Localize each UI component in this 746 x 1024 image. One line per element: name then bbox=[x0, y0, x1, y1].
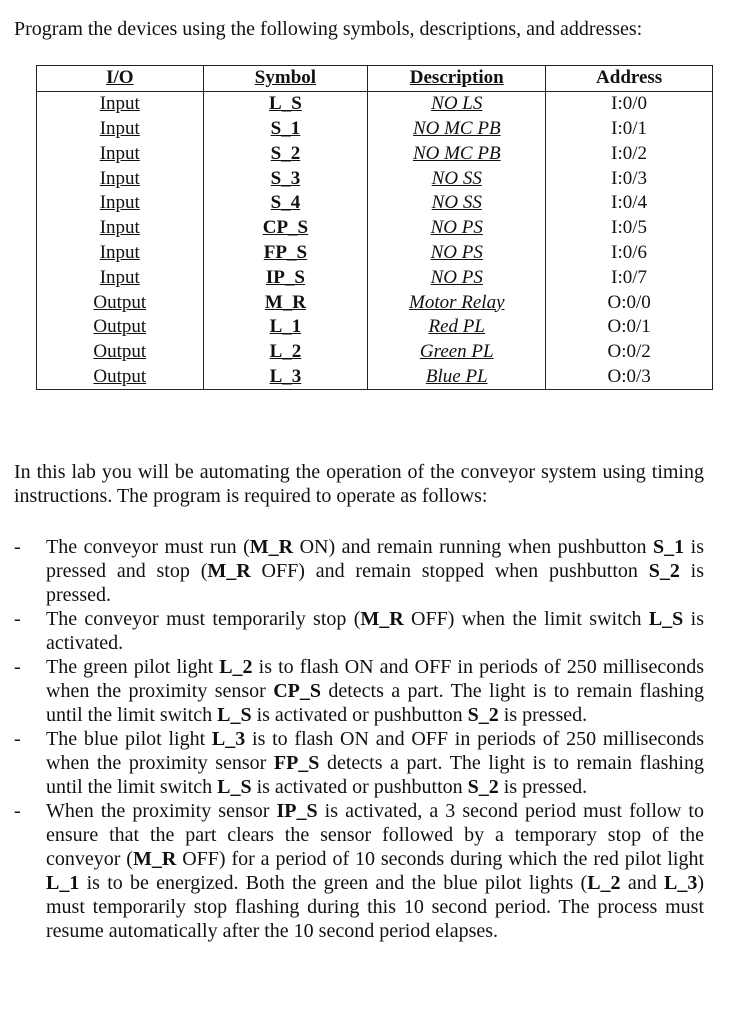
cell-symbol: S_2 bbox=[203, 141, 368, 166]
cell-io: Output bbox=[37, 365, 204, 390]
table-row bbox=[37, 91, 713, 116]
requirement-text: is activated or pushbutton bbox=[251, 704, 468, 726]
requirement-item bbox=[14, 799, 704, 943]
requirement-item bbox=[14, 655, 704, 727]
requirement-text: OFF) when the limit switch bbox=[403, 608, 649, 630]
cell-description: NO PS bbox=[368, 241, 546, 266]
requirement-text: is to flash ON and OFF in periods of 250 milliseconds when the proximity sensor bbox=[46, 656, 704, 702]
cell-address: I:0/5 bbox=[546, 216, 713, 241]
symbol-reference: S_2 bbox=[648, 560, 680, 582]
cell-symbol: S_4 bbox=[203, 191, 368, 216]
cell-symbol: L_S bbox=[203, 91, 368, 116]
cell-description: NO MC PB bbox=[368, 117, 546, 142]
requirement-text: OFF) and remain stopped when pushbutton bbox=[250, 560, 649, 582]
table-row bbox=[37, 191, 713, 216]
requirement-text: is to be energized. Both the green and the blue pilot lights ( bbox=[79, 872, 588, 894]
bullet-dash: - bbox=[14, 800, 21, 822]
table-row bbox=[37, 166, 713, 191]
cell-description: Motor Relay bbox=[368, 290, 546, 315]
symbol-reference: L_2 bbox=[219, 656, 253, 678]
cell-description: NO LS bbox=[368, 91, 546, 116]
cell-address: O:0/1 bbox=[546, 315, 713, 340]
bullet-dash: - bbox=[14, 656, 21, 678]
symbol-reference: S_2 bbox=[467, 704, 499, 726]
table-row bbox=[37, 290, 713, 315]
cell-io: Output bbox=[37, 290, 204, 315]
cell-symbol: CP_S bbox=[203, 216, 368, 241]
table-row bbox=[37, 241, 713, 266]
requirement-text: is activated or pushbutton bbox=[251, 776, 468, 798]
cell-description: NO MC PB bbox=[368, 141, 546, 166]
cell-io: Input bbox=[37, 166, 204, 191]
cell-description: NO SS bbox=[368, 191, 546, 216]
symbol-reference: S_1 bbox=[653, 536, 685, 558]
requirement-item bbox=[14, 535, 704, 607]
cell-io: Input bbox=[37, 241, 204, 266]
table-header-row bbox=[37, 66, 713, 92]
cell-io: Input bbox=[37, 216, 204, 241]
cell-symbol: L_2 bbox=[203, 340, 368, 365]
table-row bbox=[37, 141, 713, 166]
cell-description: NO PS bbox=[368, 216, 546, 241]
cell-io: Input bbox=[37, 141, 204, 166]
requirement-text: is pressed. bbox=[498, 704, 588, 726]
bullet-dash: - bbox=[14, 728, 21, 750]
requirement-text: is pressed and stop ( bbox=[46, 536, 705, 582]
cell-address: I:0/1 bbox=[546, 117, 713, 142]
requirement-text: detects a part. The light is to remain flashing until the limit switch bbox=[46, 680, 704, 726]
table-row bbox=[37, 216, 713, 241]
cell-symbol: M_R bbox=[203, 290, 368, 315]
cell-io: Input bbox=[37, 117, 204, 142]
requirement-text: is activated. bbox=[46, 608, 704, 654]
requirement-text: is activated, a 3 second period must follow to ensure that the part clears the sensor followed by a temporary stop of the conveyor ( bbox=[46, 800, 704, 870]
cell-address: O:0/2 bbox=[546, 340, 713, 365]
cell-io: Output bbox=[37, 315, 204, 340]
symbol-reference: IP_S bbox=[276, 800, 318, 822]
table-row bbox=[37, 117, 713, 142]
cell-address: I:0/3 bbox=[546, 166, 713, 191]
cell-address: I:0/2 bbox=[546, 141, 713, 166]
symbol-reference: L_2 bbox=[587, 872, 621, 894]
requirements-list bbox=[14, 535, 704, 943]
cell-address: I:0/7 bbox=[546, 265, 713, 290]
requirement-text: and bbox=[620, 872, 664, 894]
cell-description: NO SS bbox=[368, 166, 546, 191]
requirement-item bbox=[14, 607, 704, 655]
requirement-text: ON) and remain running when pushbutton bbox=[293, 536, 654, 558]
requirement-text: detects a part. The light is to remain flashing until the limit switch bbox=[46, 752, 704, 798]
table-body bbox=[37, 91, 713, 390]
table-row bbox=[37, 265, 713, 290]
symbol-reference: L_S bbox=[217, 704, 252, 726]
symbol-reference: L_S bbox=[648, 608, 684, 630]
requirement-text: The conveyor must run ( bbox=[46, 536, 250, 558]
intro-text: Program the devices using the following symbols, descriptions, and addresses: bbox=[14, 18, 643, 40]
cell-symbol: L_1 bbox=[203, 315, 368, 340]
symbol-reference: L_3 bbox=[211, 728, 246, 750]
cell-address: I:0/4 bbox=[546, 191, 713, 216]
cell-io: Input bbox=[37, 191, 204, 216]
io-table bbox=[36, 65, 713, 390]
requirement-text: is pressed. bbox=[498, 776, 588, 798]
header-io: I/O bbox=[37, 66, 204, 92]
lab-description: In this lab you will be automating the operation of the conveyor system using timing instructions. The program is required to operate as follows: bbox=[14, 461, 704, 507]
symbol-reference: S_2 bbox=[467, 776, 499, 798]
requirement-text: When the proximity sensor bbox=[46, 800, 277, 822]
cell-description: NO PS bbox=[368, 265, 546, 290]
symbol-reference: CP_S bbox=[273, 680, 321, 702]
table-row bbox=[37, 340, 713, 365]
requirement-text: ) must temporarily stop flashing during this 10 second period. The process must resume automatically after the 10 second period elapses. bbox=[46, 872, 704, 942]
cell-symbol: FP_S bbox=[203, 241, 368, 266]
requirement-item bbox=[14, 727, 704, 799]
cell-address: O:0/0 bbox=[546, 290, 713, 315]
bullet-dash: - bbox=[14, 608, 21, 630]
requirement-text: The conveyor must temporarily stop ( bbox=[46, 608, 361, 630]
cell-symbol: S_3 bbox=[203, 166, 368, 191]
header-description: Description bbox=[368, 66, 546, 92]
header-address: Address bbox=[546, 66, 713, 92]
requirement-text: is to flash ON and OFF in periods of 250 milliseconds when the proximity sensor bbox=[46, 728, 704, 774]
cell-address: I:0/0 bbox=[546, 91, 713, 116]
cell-description: Green PL bbox=[368, 340, 546, 365]
requirement-text: OFF) for a period of 10 seconds during which the red pilot light bbox=[176, 848, 705, 870]
symbol-reference: M_R bbox=[360, 608, 404, 630]
requirement-text: The green pilot light bbox=[46, 656, 220, 678]
cell-description: Blue PL bbox=[368, 365, 546, 390]
header-symbol: Symbol bbox=[203, 66, 368, 92]
cell-io: Input bbox=[37, 91, 204, 116]
bullet-dash: - bbox=[14, 536, 21, 558]
cell-io: Input bbox=[37, 265, 204, 290]
symbol-reference: FP_S bbox=[273, 752, 320, 774]
symbol-reference: M_R bbox=[207, 560, 251, 582]
cell-address: O:0/3 bbox=[546, 365, 713, 390]
cell-symbol: L_3 bbox=[203, 365, 368, 390]
symbol-reference: L_S bbox=[217, 776, 252, 798]
cell-symbol: IP_S bbox=[203, 265, 368, 290]
requirement-text: is pressed. bbox=[46, 560, 705, 606]
cell-io: Output bbox=[37, 340, 204, 365]
symbol-reference: M_R bbox=[249, 536, 294, 558]
cell-address: I:0/6 bbox=[546, 241, 713, 266]
table-row bbox=[37, 365, 713, 390]
cell-symbol: S_1 bbox=[203, 117, 368, 142]
symbol-reference: L_3 bbox=[663, 872, 698, 894]
requirement-text: The blue pilot light bbox=[46, 728, 212, 750]
cell-description: Red PL bbox=[368, 315, 546, 340]
symbol-reference: M_R bbox=[132, 848, 177, 870]
symbol-reference: L_1 bbox=[46, 872, 80, 894]
table-row bbox=[37, 315, 713, 340]
